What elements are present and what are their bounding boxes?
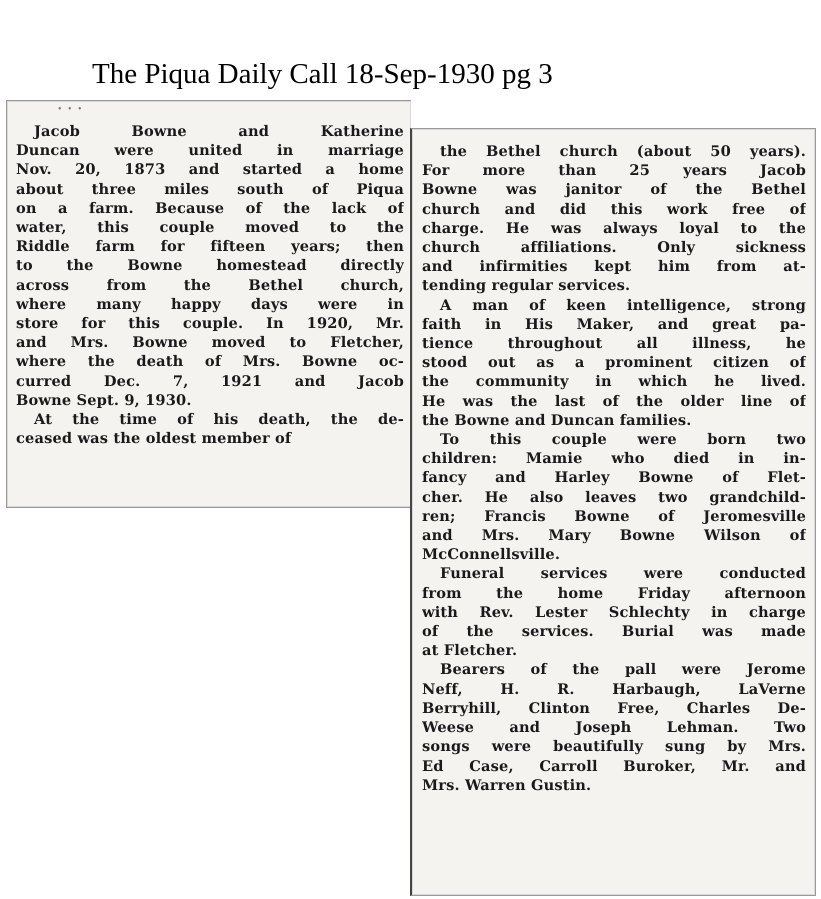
text-line: songs were beautifully sung by Mrs. [422, 738, 806, 756]
text-line: ceased was the oldest member of [16, 430, 292, 448]
paragraph [422, 660, 806, 794]
text-line: the Bethel church (about 50 years). [440, 143, 806, 160]
text-line: curred Dec. 7, 1921 and Jacob [16, 372, 404, 390]
text-line: Neff, H. R. Harbaugh, LaVerne [422, 680, 806, 698]
text-line: across from the Bethel church, [16, 276, 404, 294]
text-line: to the Bowne homestead directly [16, 257, 404, 275]
text-line: of the services. Burial was made [422, 623, 806, 641]
text-line: tience throughout all illness, he [422, 335, 806, 353]
text-line: Jacob Bowne and Katherine [34, 123, 404, 140]
text-line: on a farm. Because of the lack of [16, 199, 404, 217]
paragraph [422, 296, 806, 430]
text-line: At the time of his death, the de- [34, 411, 404, 429]
paragraph [422, 564, 806, 660]
text-line: church affiliations. Only sickness [422, 239, 806, 257]
text-line: Funeral services were conducted [440, 565, 806, 583]
text-line: Weese and Joseph Lehman. Two [422, 719, 806, 737]
text-line: the Bowne and Duncan families. [422, 411, 692, 429]
text-line: Nov. 20, 1873 and started a home [16, 161, 404, 179]
text-line: Bowne Sept. 9, 1930. [16, 391, 192, 409]
text-line: For more than 25 years Jacob [422, 162, 806, 180]
text-line: faith in His Maker, and great pa- [422, 315, 806, 333]
text-line: where many happy days were in [16, 295, 404, 313]
text-line: Bowne was janitor of the Bethel [422, 181, 806, 199]
text-line: To this couple were born two [440, 431, 806, 449]
text-line: charge. He was always loyal to the [422, 219, 806, 237]
paragraph [16, 122, 404, 410]
text-line: the community in which he lived. [422, 373, 806, 391]
text-line: fancy and Harley Bowne of Flet- [422, 469, 806, 487]
text-line: ren; Francis Bowne of Jeromesville [422, 507, 806, 525]
text-line: He was the last of the older line of [422, 392, 806, 410]
right-column [422, 142, 806, 795]
text-line: church and did this work free of [422, 200, 806, 218]
text-line: Riddle farm for fifteen years; then [16, 238, 404, 256]
paragraph [422, 142, 806, 296]
text-line: Bearers of the pall were Jerome [440, 661, 806, 679]
text-line: and Mrs. Bowne moved to Fletcher, [16, 334, 404, 352]
text-line: water, this couple moved to the [16, 219, 404, 237]
text-line: Ed Case, Carroll Buroker, Mr. and [422, 757, 806, 775]
text-line: stood out as a prominent citizen of [422, 354, 806, 372]
text-line: and infirmities kept him from at- [422, 258, 806, 276]
text-line: children: Mamie who died in in- [422, 450, 806, 468]
text-line: from the home Friday afternoon [422, 584, 806, 602]
left-column [16, 122, 404, 448]
text-line: tending regular services. [422, 277, 631, 295]
text-line: Mrs. Warren Gustin. [422, 776, 592, 794]
text-line: with Rev. Lester Schlechty in charge [422, 603, 806, 621]
text-line: Berryhill, Clinton Free, Charles De- [422, 699, 806, 717]
text-line: McConnellsville. [422, 546, 561, 564]
paragraph [422, 430, 806, 564]
text-line: A man of keen intelligence, strong [440, 296, 806, 314]
text-line: at Fletcher. [422, 642, 518, 660]
paragraph [16, 410, 404, 448]
text-line: and Mrs. Mary Bowne Wilson of [422, 527, 806, 545]
text-line: about three miles south of Piqua [16, 180, 404, 198]
text-line: where the death of Mrs. Bowne oc- [16, 353, 404, 371]
clipping-edge-marks: • • • [58, 104, 84, 115]
text-line: Duncan were united in marriage [16, 142, 404, 160]
text-line: cher. He also leaves two grandchild- [422, 488, 806, 506]
text-line: store for this couple. In 1920, Mr. [16, 315, 404, 333]
page-caption: The Piqua Daily Call 18-Sep-1930 pg 3 [92, 58, 553, 90]
